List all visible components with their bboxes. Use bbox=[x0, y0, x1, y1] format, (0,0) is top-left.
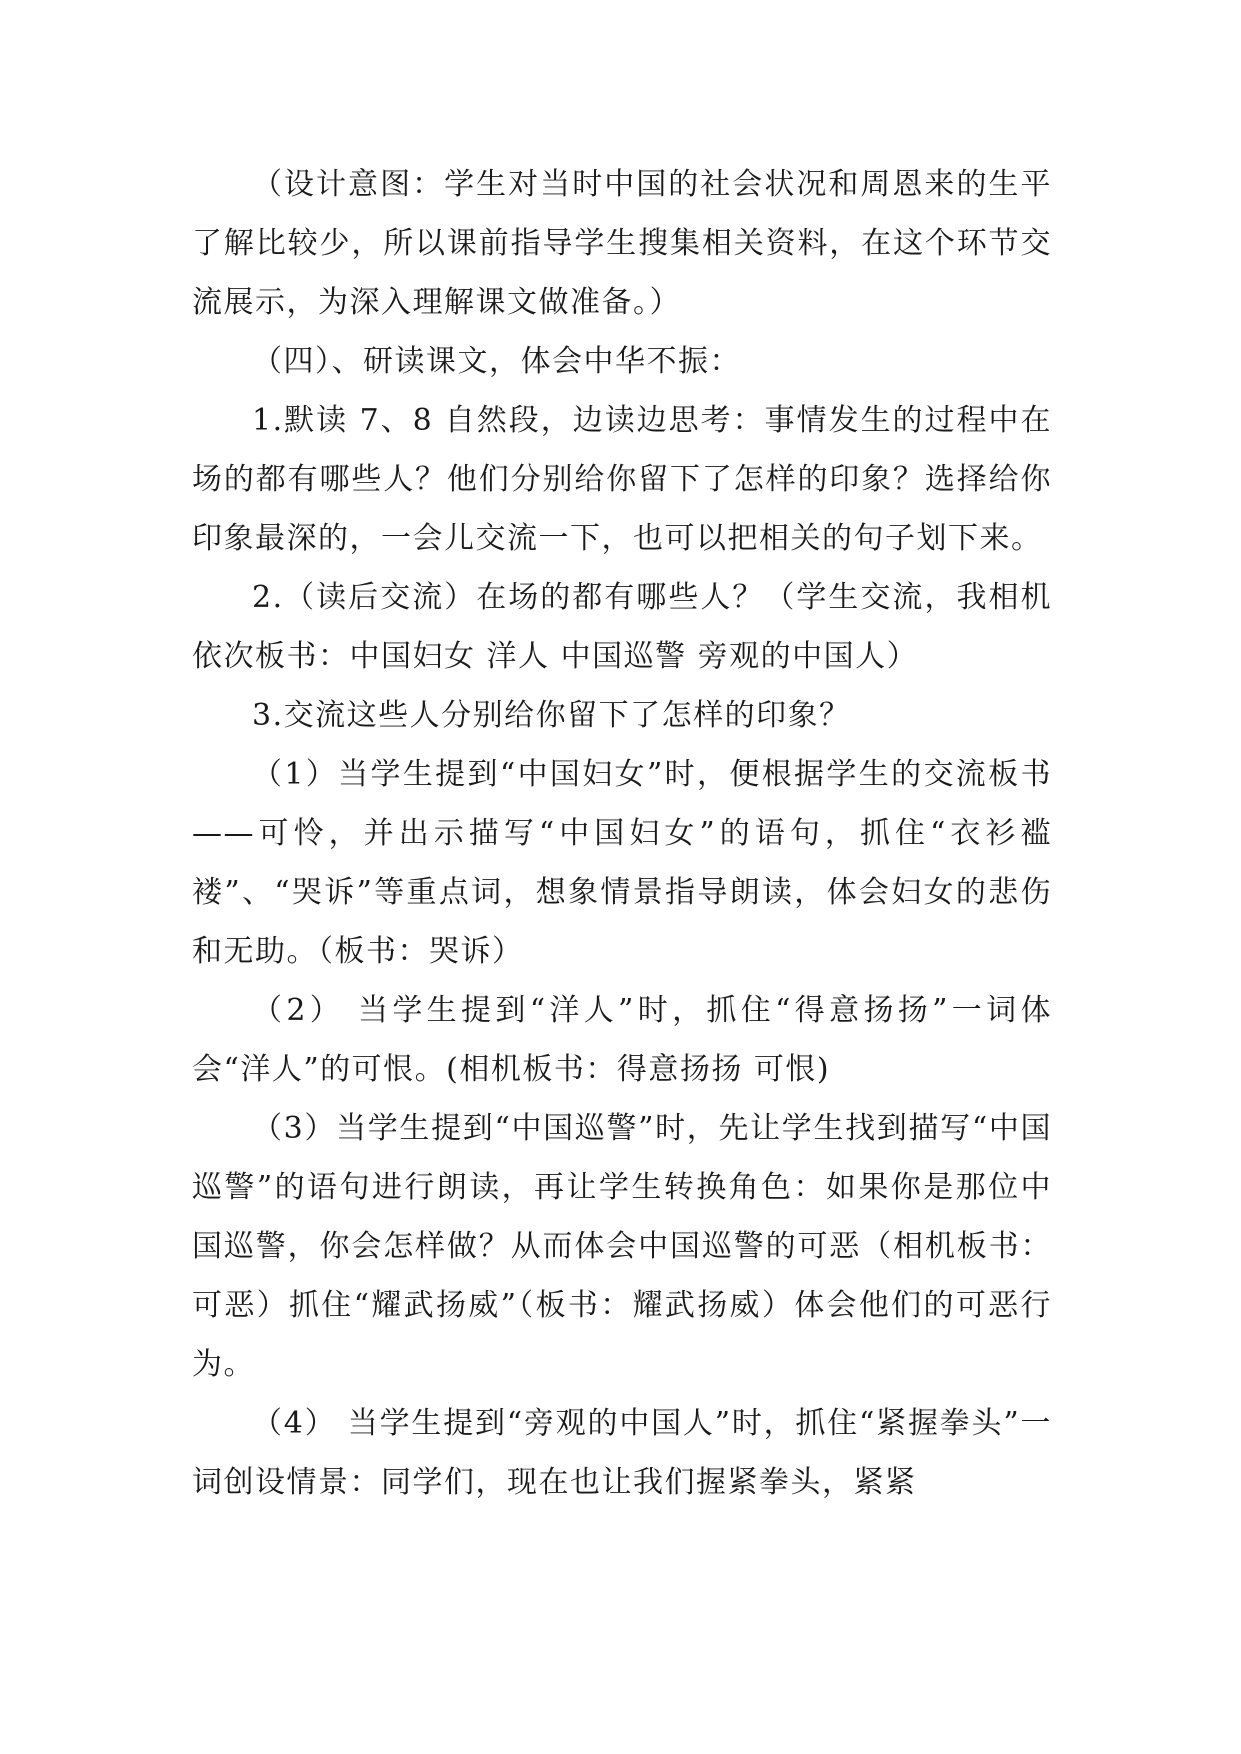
section-heading-study-text: （四）、研读课文，体会中华不振： bbox=[252, 344, 741, 379]
paragraph-step-3: 3.交流这些人分别给你留下了怎样的印象？ bbox=[252, 698, 851, 733]
paragraph-design-intent: （设计意图：学生对当时中国的社会状况和周恩来的生平了解比较少，所以课前指导学生搜集相关资料，在这个环节交流展示，为深入理解课文做准备。） bbox=[192, 167, 1052, 320]
paragraph-sub-3: （3）当学生提到“中国巡警”时，先让学生找到描写“中国巡警”的语句进行朗读，再让学生转换角色：如果你是那位中国巡警，你会怎样做？从而体会中国巡警的可恶（相机板书：可恶）抓住“耀武扬威”（板书：耀武扬威）体会他们的可恶行为。 bbox=[192, 1111, 1052, 1382]
document-body bbox=[192, 155, 1052, 1512]
paragraph-step-2: 2.（读后交流）在场的都有哪些人？（学生交流，我相机依次板书：中国妇女 洋人 中国巡警 旁观的中国人） bbox=[192, 580, 1052, 674]
paragraph-sub-2: （2） 当学生提到“洋人”时，抓住“得意扬扬”一词体会“洋人”的可恨。(相机板书：得意扬扬 可恨) bbox=[192, 993, 1052, 1087]
paragraph-step-1: 1.默读 7、8 自然段，边读边思考：事情发生的过程中在场的都有哪些人？他们分别给你留下了怎样的印象？选择给你印象最深的，一会儿交流一下，也可以把相关的句子划下来。 bbox=[192, 403, 1052, 556]
paragraph-sub-4: （4） 当学生提到“旁观的中国人”时，抓住“紧握拳头”一词创设情景：同学们，现在也让我们握紧拳头，紧紧 bbox=[192, 1406, 1052, 1500]
paragraph-sub-1: （1）当学生提到“中国妇女”时，便根据学生的交流板书——可怜，并出示描写“中国妇女”的语句，抓住“衣衫褴褛”、“哭诉”等重点词，想象情景指导朗读，体会妇女的悲伤和无助。（板书：哭诉） bbox=[192, 757, 1052, 969]
